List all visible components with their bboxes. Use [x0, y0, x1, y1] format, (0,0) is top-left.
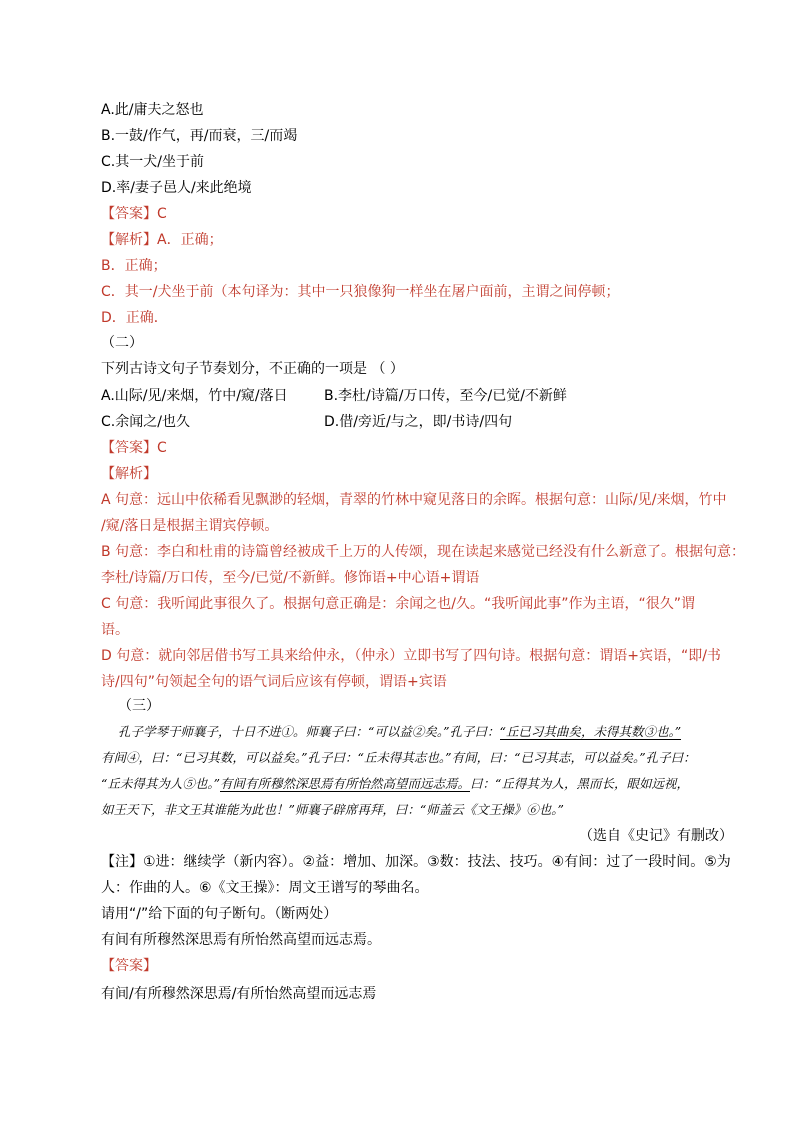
answer-value: C [157, 206, 167, 222]
answer-line [101, 439, 167, 457]
analysis-d: D．正确． [101, 310, 168, 326]
option-b: B.一鼓/作气，再/而衰，三/而竭 [101, 128, 298, 144]
section-heading: （二） [101, 335, 143, 351]
notes-line-1: 【注】①进：继续学（新内容）。②益：增加、加深。③数：技法、技巧。④有间：过了一段时间。⑤为 [101, 854, 731, 870]
option-b: B.李杜/诗篇/万口传，至今/已觉/不新鲜 [324, 388, 567, 404]
passage-line-4: 如王天下，非文王其谁能为此也！”师襄子辟席再拜，曰：“师盖云《文王操》⑥也。” [101, 802, 564, 817]
options-row-2 [101, 413, 721, 431]
answer-tag: 【答案】 [101, 958, 157, 974]
passage-text: 孔子学琴于师襄子，十日不进①。师襄子曰：“可以益②矣。”孔子曰： [118, 724, 500, 739]
analysis-b: B．正确； [101, 258, 167, 274]
passage-line-1 [118, 723, 681, 741]
passage-line-2: 有间④，曰：“已习其数，可以益矣。”孔子曰：“丘未得其志也。”有间，曰：“已习其志，可以益矣。”孔子曰： [101, 750, 696, 765]
question-stem: 下列古诗文句子节奏划分，不正确的一项是 （ ） [101, 361, 404, 377]
analysis-c: C．其一/犬坐于前（本句译为：其中一只狼像狗一样坐在屠户面前，主谓之间停顿； [101, 284, 620, 300]
answer-value: 有间/有所穆然深思焉/有所怡然高望而远志焉 [101, 986, 377, 1002]
analysis-c-2: 语。 [101, 622, 129, 638]
passage-text: 曰：“丘得其为人，黑而长，眼如远视， [470, 776, 689, 791]
analysis-a-1: A 句意：远山中依稀看见飘渺的轻烟，青翠的竹林中窥见落日的余晖。根据句意：山际/见/来烟，竹中 [101, 492, 727, 508]
passage-underlined: 有间有所穆然深思焉有所怡然高望而远志焉。 [220, 776, 471, 791]
answer-value: C [157, 440, 167, 456]
analysis-a: A．正确； [157, 232, 223, 248]
analysis-tag: 【解析】 [101, 466, 157, 482]
passage-line-3 [101, 775, 689, 793]
analysis-tag: 【解析】 [101, 232, 157, 248]
notes-line-2: 人：作曲的人。⑥《文王操》：周文王谱写的琴曲名。 [101, 880, 429, 896]
passage-text: “丘未得其为人⑤也。” [101, 776, 221, 791]
option-c: C.其一犬/坐于前 [101, 154, 204, 170]
analysis-d-1: D 句意：就向邻居借书写工具来给仲永，（仲永）立即书写了四句诗。根据句意：谓语+宾语，“即/书 [101, 648, 721, 664]
analysis-line [101, 231, 223, 249]
answer-tag: 【答案】 [101, 440, 157, 456]
analysis-c-1: C 句意：我听闻此事很久了。根据句意正确是：余闻之也/久。“我听闻此事”作为主语，“很久”谓 [101, 596, 695, 612]
analysis-b-2: 李杜/诗篇/万口传，至今/已觉/不新鲜。修饰语+中心语+谓语 [101, 570, 480, 586]
passage-underlined: “丘已习其曲矣，未得其数③也。” [499, 724, 682, 739]
option-c: C.余闻之/也久 [101, 414, 190, 430]
analysis-b-1: B 句意：李白和杜甫的诗篇曾经被成千上万的人传颂，现在读起来感觉已经没有什么新意了。根据句意： [101, 544, 746, 560]
task-sentence: 有间有所穆然深思焉有所怡然高望而远志焉。 [101, 932, 381, 948]
option-a: A.此/庸夫之怒也 [101, 102, 204, 118]
task-instruction: 请用“/”给下面的句子断句。（断两处） [101, 906, 338, 922]
option-d: D.率/妻子邑人/来此绝境 [101, 180, 252, 196]
analysis-a-2: /窥/落日是根据主谓宾停顿。 [101, 518, 279, 534]
answer-tag: 【答案】 [101, 206, 157, 222]
options-row-1 [101, 387, 721, 405]
source-citation: （选自《史记》有删改） [579, 828, 733, 844]
analysis-d-2: 诗/四句”句领起全句的语气词后应该有停顿，谓语+宾语 [101, 674, 447, 690]
option-d: D.借/旁近/与之，即/书诗/四句 [324, 414, 513, 430]
option-a: A.山际/见/来烟，竹中/窥/落日 [101, 388, 288, 404]
answer-line [101, 205, 167, 223]
section-heading: （三） [118, 698, 160, 714]
